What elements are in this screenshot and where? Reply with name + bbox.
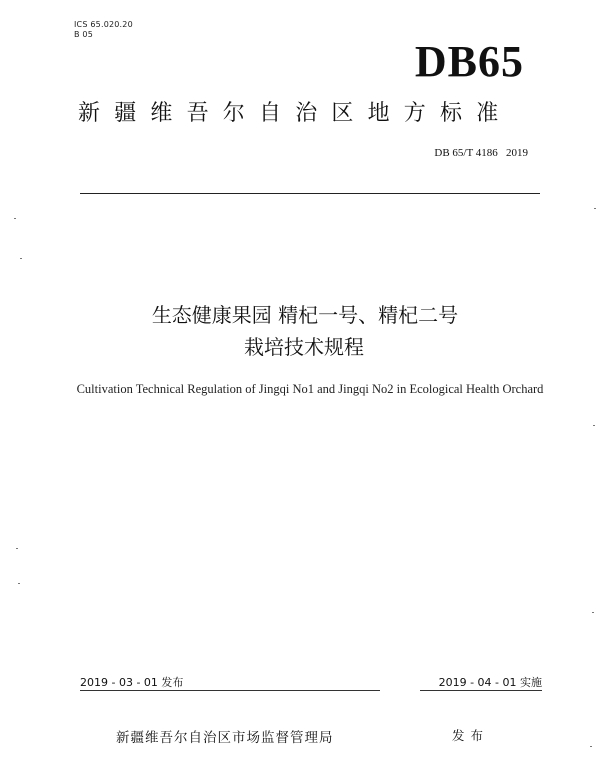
standard-number: DB 65/T 4186 2019 <box>434 147 528 159</box>
db65-logo: DB65 <box>414 37 524 86</box>
ics-code: ICS 65.020.20 <box>74 20 133 29</box>
scan-speck <box>594 208 596 209</box>
title-zh-line2: 栽培技术规程 <box>244 335 364 359</box>
issuing-authority: 新疆维吾尔自治区市场监督管理局 <box>116 730 334 746</box>
title-zh-line1: 生态健康果园 精杞一号、精杞二号 <box>151 303 459 327</box>
issue-word: 发布 <box>452 728 490 743</box>
scan-speck <box>593 425 595 426</box>
classification-codes <box>74 20 133 40</box>
scan-speck <box>16 548 18 549</box>
standard-name: 新疆维吾尔自治区地方标准 <box>78 101 513 126</box>
divider-gap <box>380 688 420 692</box>
title-english: Cultivation Technical Regulation of Jingqi No1 and Jingqi No2 in Ecological Health Orchard <box>76 382 544 396</box>
scan-speck <box>18 583 20 584</box>
bottom-divider <box>80 690 542 691</box>
implement-date: 2019 - 04 - 01 实施 <box>438 676 542 689</box>
scan-speck <box>592 612 594 613</box>
top-divider <box>80 193 540 194</box>
issue-date: 2019 - 03 - 01 发布 <box>80 676 184 689</box>
scan-speck <box>20 258 22 259</box>
scan-speck <box>14 218 16 219</box>
ccs-code: B 05 <box>74 30 94 39</box>
scan-speck <box>590 746 592 747</box>
